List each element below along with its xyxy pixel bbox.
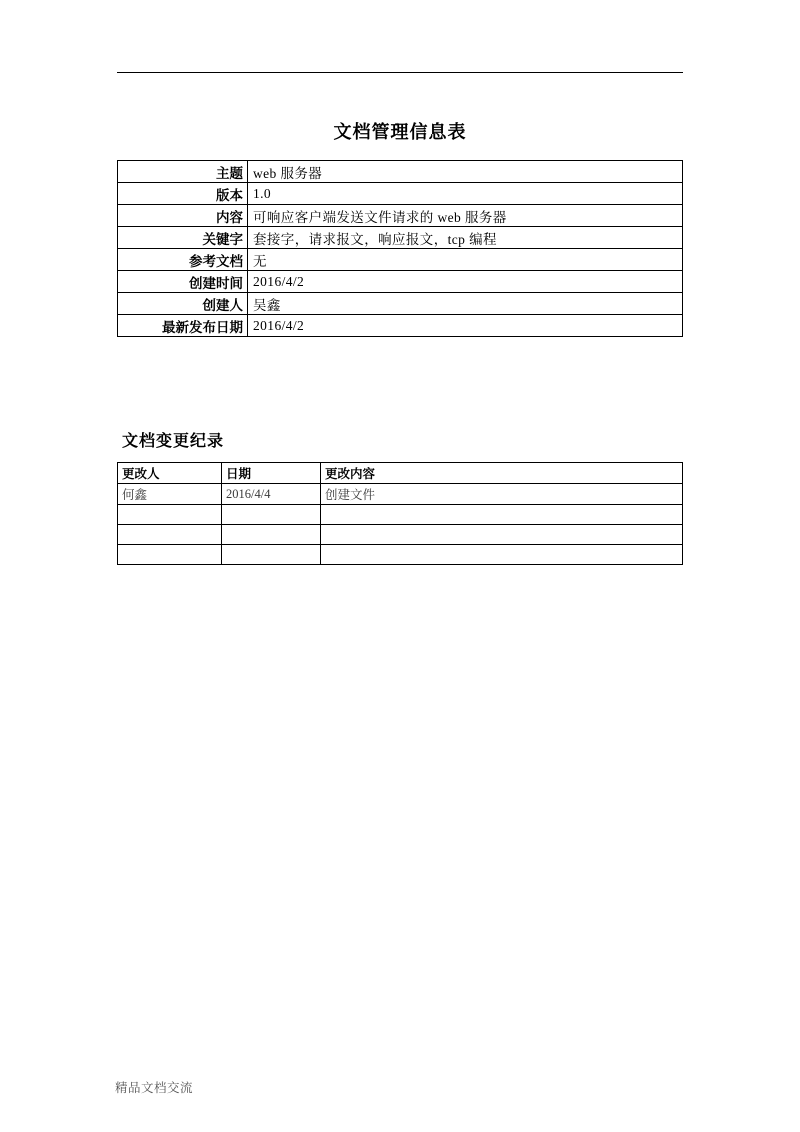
header-divider xyxy=(117,72,683,73)
info-value-content: 可响应客户端发送文件请求的 web 服务器 xyxy=(248,205,683,227)
changelog-header-date: 日期 xyxy=(222,463,321,484)
table-row xyxy=(118,227,683,249)
info-label-version: 版本 xyxy=(118,183,248,205)
changelog-cell-editor xyxy=(118,505,222,525)
info-label-creator: 创建人 xyxy=(118,293,248,315)
info-value-subject: web 服务器 xyxy=(248,161,683,183)
table-row xyxy=(118,183,683,205)
table-row xyxy=(118,249,683,271)
changelog-cell-date xyxy=(222,505,321,525)
table-row xyxy=(118,505,683,525)
info-label-content: 内容 xyxy=(118,205,248,227)
info-value-latest-release: 2016/4/2 xyxy=(248,315,683,337)
info-label-subject: 主题 xyxy=(118,161,248,183)
table-header-row xyxy=(118,463,683,484)
page-title: 文档管理信息表 xyxy=(333,122,467,142)
table-row xyxy=(118,271,683,293)
changelog-cell-editor xyxy=(118,525,222,545)
changelog-table xyxy=(117,462,683,565)
info-label-latest-release: 最新发布日期 xyxy=(118,315,248,337)
document-info-table xyxy=(117,160,683,337)
info-value-creator: 吴鑫 xyxy=(248,293,683,315)
page-footer: 精品文档交流 xyxy=(115,1081,194,1095)
changelog-cell-date xyxy=(222,545,321,565)
changelog-cell-content xyxy=(321,525,683,545)
changelog-cell-editor: 何鑫 xyxy=(118,484,222,505)
info-value-version: 1.0 xyxy=(248,183,683,205)
info-value-reference: 无 xyxy=(248,249,683,271)
info-label-reference: 参考文档 xyxy=(118,249,248,271)
changelog-header-editor: 更改人 xyxy=(118,463,222,484)
changelog-cell-editor xyxy=(118,545,222,565)
changelog-cell-content: 创建文件 xyxy=(321,484,683,505)
changelog-cell-date xyxy=(222,525,321,545)
info-label-keywords: 关键字 xyxy=(118,227,248,249)
changelog-header-content: 更改内容 xyxy=(321,463,683,484)
table-row xyxy=(118,293,683,315)
changelog-cell-content xyxy=(321,545,683,565)
table-row xyxy=(118,315,683,337)
info-value-keywords: 套接字，请求报文，响应报文，tcp 编程 xyxy=(248,227,683,249)
info-value-created-time: 2016/4/2 xyxy=(248,271,683,293)
changelog-heading: 文档变更纪录 xyxy=(122,433,225,450)
changelog-cell-date: 2016/4/4 xyxy=(222,484,321,505)
table-row xyxy=(118,484,683,505)
table-row xyxy=(118,205,683,227)
table-row xyxy=(118,161,683,183)
changelog-cell-content xyxy=(321,505,683,525)
table-row xyxy=(118,525,683,545)
table-row xyxy=(118,545,683,565)
info-label-created-time: 创建时间 xyxy=(118,271,248,293)
